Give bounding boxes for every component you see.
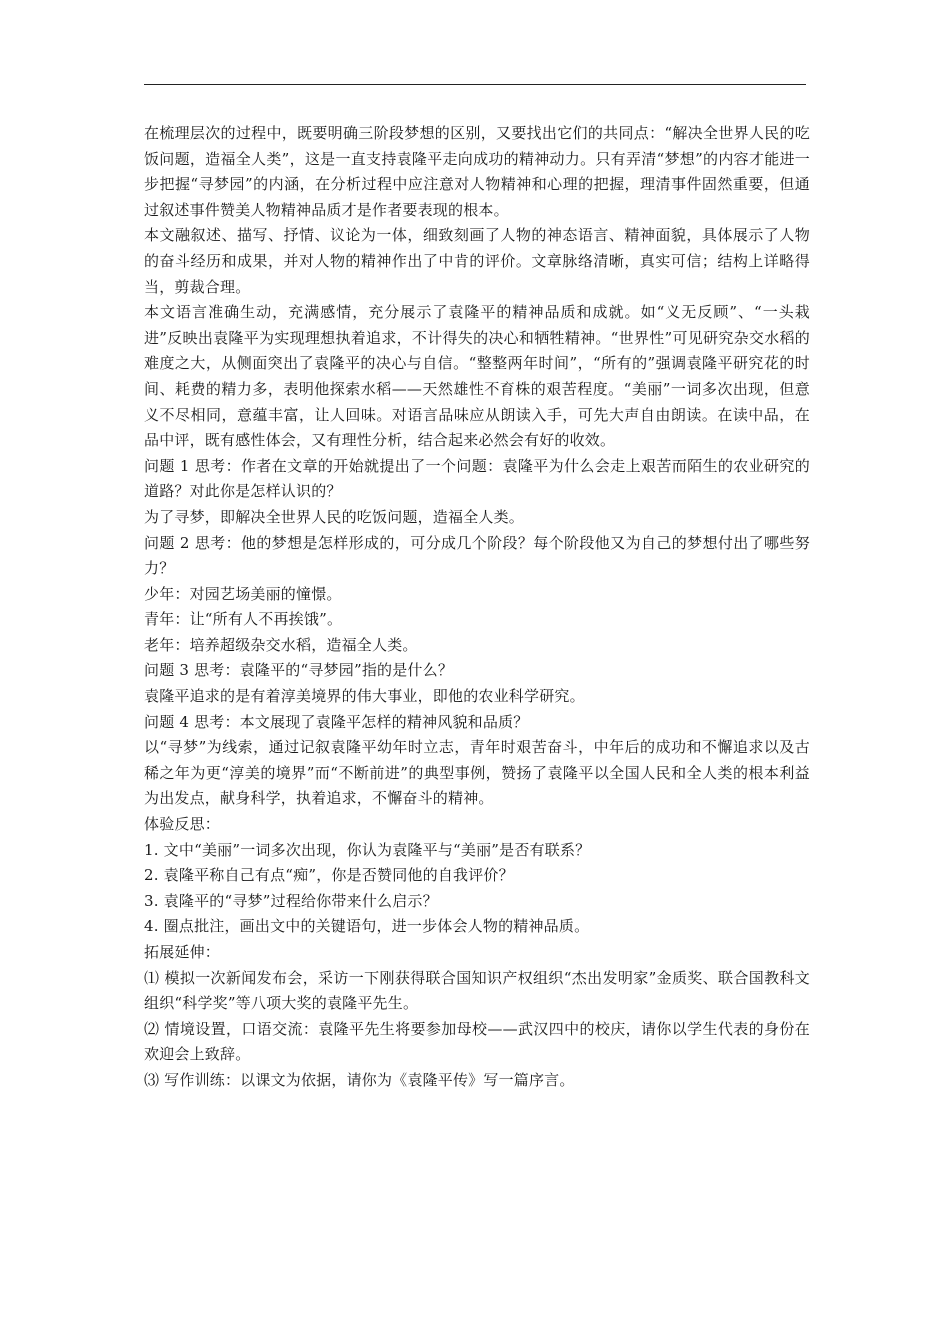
list-item: 1. 文中“美丽”一词多次出现，你认为袁隆平与“美丽”是否有联系？: [144, 840, 591, 859]
section-heading: 体验反思：: [144, 815, 221, 834]
list-item: ⑶ 写作训练：以课文为依据，请你为《袁隆平传》写一篇序言。: [144, 1070, 575, 1089]
answer-paragraph: 青年：让“所有人不再挨饿”。: [144, 610, 343, 629]
document-body: [144, 121, 810, 1094]
list-item: 4. 圈点批注，画出文中的关键语句，进一步体会人物的精神品质。: [144, 917, 590, 936]
paragraph: 本文语言准确生动，充满感情，充分展示了袁隆平的精神品质和成就。如“义无反顾”、“一头栽进”反映出袁隆平为实现理想执着追求，不计得失的决心和牺牲精神。“世界性”可见研究杂交水稻的难度之大，从侧面突出了袁隆平的决心与自信。“整整两年时间”，“所有的”强调袁隆平研究花的时间、耗费的精力多，表明他探索水稻——天然雄性不育株的艰苦程度。“美丽”一词多次出现，但意义不尽相同，意蕴丰富，让人回味。对语言品味应从朗读入手，可先大声自由朗读。在读中品，在品中评，既有感性体会，又有理性分析，结合起来必然会有好的收效。: [144, 303, 810, 450]
paragraph: 在梳理层次的过程中，既要明确三阶段梦想的区别，又要找出它们的共同点：“解决全世界人民的吃饭问题，造福全人类”，这是一直支持袁隆平走向成功的精神动力。只有弄清“梦想”的内容才能进一步把握“寻梦园”的内涵，在分析过程中应注意对人物精神和心理的把握，理清事件固然重要，但通过叙述事件赞美人物精神品质才是作者要表现的根本。: [144, 124, 810, 219]
paragraph: 本文融叙述、描写、抒情、议论为一体，细致刻画了人物的神态语言、精神面貌，具体展示了人物的奋斗经历和成果，并对人物的精神作出了中肯的评价。文章脉络清晰，真实可信；结构上详略得当，剪裁合理。: [144, 226, 810, 296]
answer-paragraph: 袁隆平追求的是有着淳美境界的伟大事业，即他的农业科学研究。: [144, 687, 585, 706]
question-paragraph: 问题 3 思考：袁隆平的“寻梦园”指的是什么？: [144, 661, 454, 680]
list-item: 3. 袁隆平的“寻梦”过程给你带来什么启示？: [144, 891, 438, 910]
question-paragraph: 问题 2 思考：他的梦想是怎样形成的，可分成几个阶段？每个阶段他又为自己的梦想付出了哪些努力？: [144, 533, 810, 578]
question-paragraph: 问题 4 思考：本文展现了袁隆平怎样的精神风貌和品质？: [144, 712, 529, 731]
answer-paragraph: 为了寻梦，即解决全世界人民的吃饭问题，造福全人类。: [144, 507, 525, 526]
answer-paragraph: 以“寻梦”为线索，通过记叙袁隆平幼年时立志，青年时艰苦奋斗，中年后的成功和不懈追求以及古稀之年为更“淳美的境界”而“不断前进”的典型事例，赞扬了袁隆平以全国人民和全人类的根本利益为出发点，献身科学，执着追求，不懈奋斗的精神。: [144, 738, 810, 808]
list-item: ⑴ 模拟一次新闻发布会，采访一下刚获得联合国知识产权组织“杰出发明家”金质奖、联合国教科文组织“科学奖”等八项大奖的袁隆平先生。: [144, 968, 810, 1013]
list-item: 2. 袁隆平称自己有点“痴”，你是否赞同他的自我评价？: [144, 866, 514, 885]
answer-paragraph: 老年：培养超级杂交水稻，造福全人类。: [144, 635, 418, 654]
header-rule: [144, 84, 806, 85]
list-item: ⑵ 情境设置，口语交流：袁隆平先生将要参加母校——武汉四中的校庆，请你以学生代表的身份在欢迎会上致辞。: [144, 1019, 810, 1064]
question-paragraph: 问题 1 思考：作者在文章的开始就提出了一个问题：袁隆平为什么会走上艰苦而陌生的农业研究的道路？对此你是怎样认识的？: [144, 456, 810, 501]
section-heading: 拓展延伸：: [144, 943, 221, 961]
answer-paragraph: 少年：对园艺场美丽的憧憬。: [144, 584, 342, 603]
